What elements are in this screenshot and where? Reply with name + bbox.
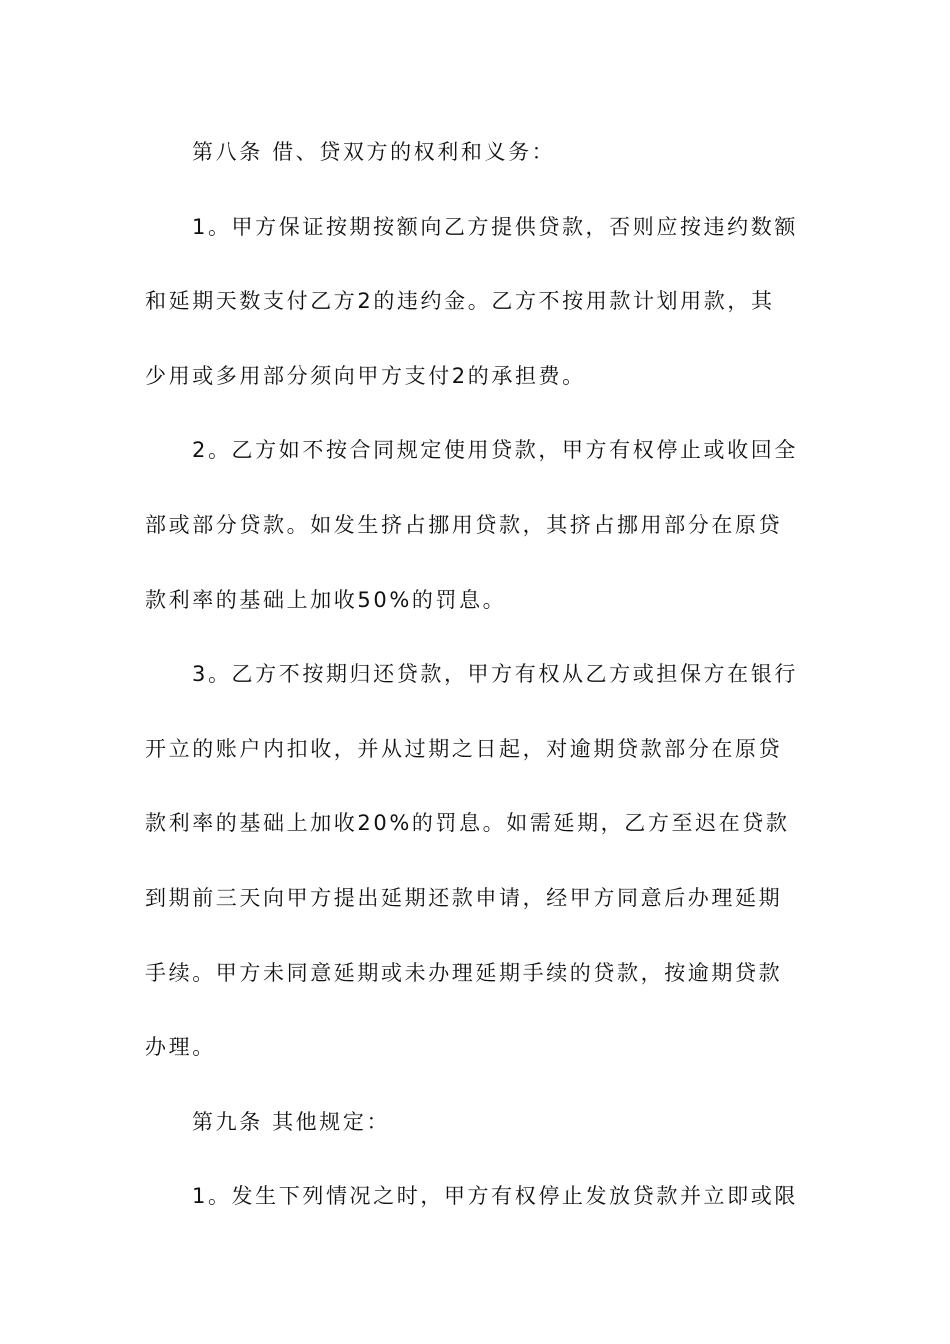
document-body	[145, 130, 810, 1249]
article-8-clause-1-line-2: 和延期天数支付乙方2的违约金。乙方不按用款计划用款，其	[145, 289, 775, 314]
article-8-clause-1-line-3: 少用或多用部分须向甲方支付2的承担费。	[145, 363, 586, 388]
article-8-clause-3-line-6: 办理。	[145, 1035, 216, 1060]
article-8-clause-3-line-5: 手续。甲方未同意延期或未办理延期手续的贷款，按逾期贷款	[145, 960, 783, 985]
article-8-clause-2-line-3: 款利率的基础上加收50%的罚息。	[145, 587, 507, 612]
article-8-clause-3-line-3: 款利率的基础上加收20%的罚息。如需延期，乙方至迟在贷款	[145, 811, 790, 836]
article-8-clause-1-line-1: 1。甲方保证按期按额向乙方提供贷款，否则应按违约数额	[192, 214, 798, 239]
article-8-clause-2-line-2: 部或部分贷款。如发生挤占挪用贷款，其挤占挪用部分在原贷	[145, 512, 783, 537]
article-8-clause-3-line-2: 开立的账户内扣收，并从过期之日起，对逾期贷款部分在原贷	[145, 736, 783, 761]
article-8-clause-3-line-4: 到期前三天向甲方提出延期还款申请，经甲方同意后办理延期	[145, 885, 783, 910]
article-8-clause-3-line-1: 3。乙方不按期归还贷款，甲方有权从乙方或担保方在银行	[192, 662, 798, 687]
article-9-heading: 第九条 其他规定：	[192, 1109, 391, 1134]
article-8-heading: 第八条 借、贷双方的权利和义务：	[192, 140, 556, 164]
article-9-clause-1-line-1: 1。发生下列情况之时，甲方有权停止发放贷款并立即或限	[192, 1184, 798, 1209]
article-8-clause-2-line-1: 2。乙方如不按合同规定使用贷款，甲方有权停止或收回全	[192, 438, 798, 463]
